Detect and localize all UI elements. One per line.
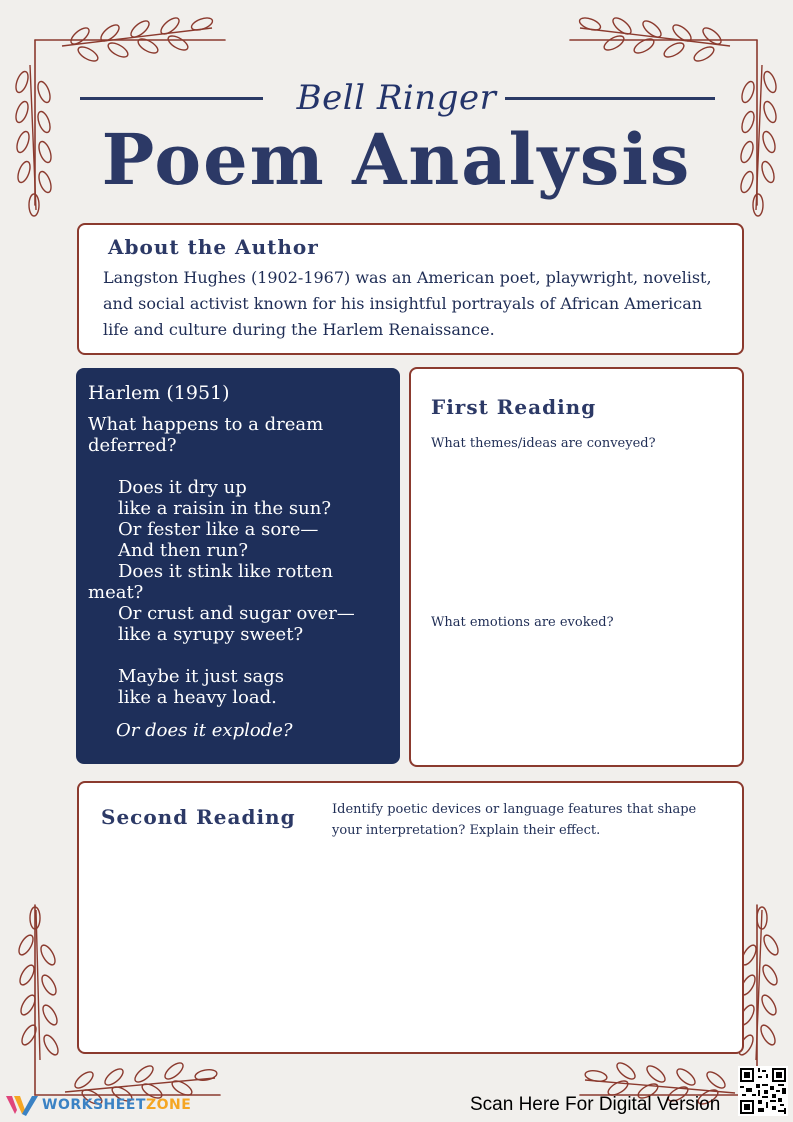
poem-line: Or does it explode? [116, 720, 293, 741]
emotions-question: What emotions are evoked? [431, 615, 614, 630]
poem-line: What happens to a dream deferred? [88, 414, 324, 456]
poem-line: And then run? [118, 540, 249, 561]
second-reading-prompt: Identify poetic devices or language features that shape your interpretation? Explain their effect. [332, 802, 697, 838]
second-reading-heading: Second Reading [101, 805, 296, 829]
second-reading-box[interactable] [77, 781, 744, 1054]
poem-line: like a heavy load. [118, 687, 277, 708]
about-author-heading: About the Author [108, 235, 319, 259]
page-title: Poem Analysis [101, 118, 692, 201]
poem-line: Does it dry up [118, 477, 247, 498]
poem-line: Maybe it just sags [118, 666, 285, 687]
about-author-box [77, 223, 744, 355]
poem-line: Or fester like a sore— [118, 519, 319, 540]
poem-title: Harlem (1951) [88, 382, 230, 404]
about-author-text: Langston Hughes (1902-1967) was an American poet, playwright, novelist, and social activist known for his insightful portrayals of African American life and culture during the Harlem Renaissance. [103, 268, 712, 339]
poem-line: Or crust and sugar over— [118, 603, 355, 624]
first-reading-box[interactable] [409, 367, 744, 767]
stanza-break [88, 456, 388, 477]
poem-line: Does it stink like rotten meat? [88, 561, 333, 603]
first-reading-heading: First Reading [431, 395, 597, 419]
poem-text [88, 414, 388, 741]
poem-panel [76, 368, 400, 764]
brand-name: WORKSHEETZONE [42, 1097, 192, 1113]
themes-question: What themes/ideas are conveyed? [431, 436, 656, 451]
w-logo-icon [6, 1094, 38, 1116]
worksheetzone-logo[interactable] [6, 1092, 191, 1118]
poem-line: like a syrupy sweet? [118, 624, 304, 645]
page-subtitle: Bell Ringer [296, 78, 497, 118]
qr-code-icon[interactable] [738, 1066, 788, 1116]
stanza-break [88, 645, 388, 666]
scan-instruction: Scan Here For Digital Version [470, 1094, 721, 1115]
poem-line: like a raisin in the sun? [118, 498, 331, 519]
